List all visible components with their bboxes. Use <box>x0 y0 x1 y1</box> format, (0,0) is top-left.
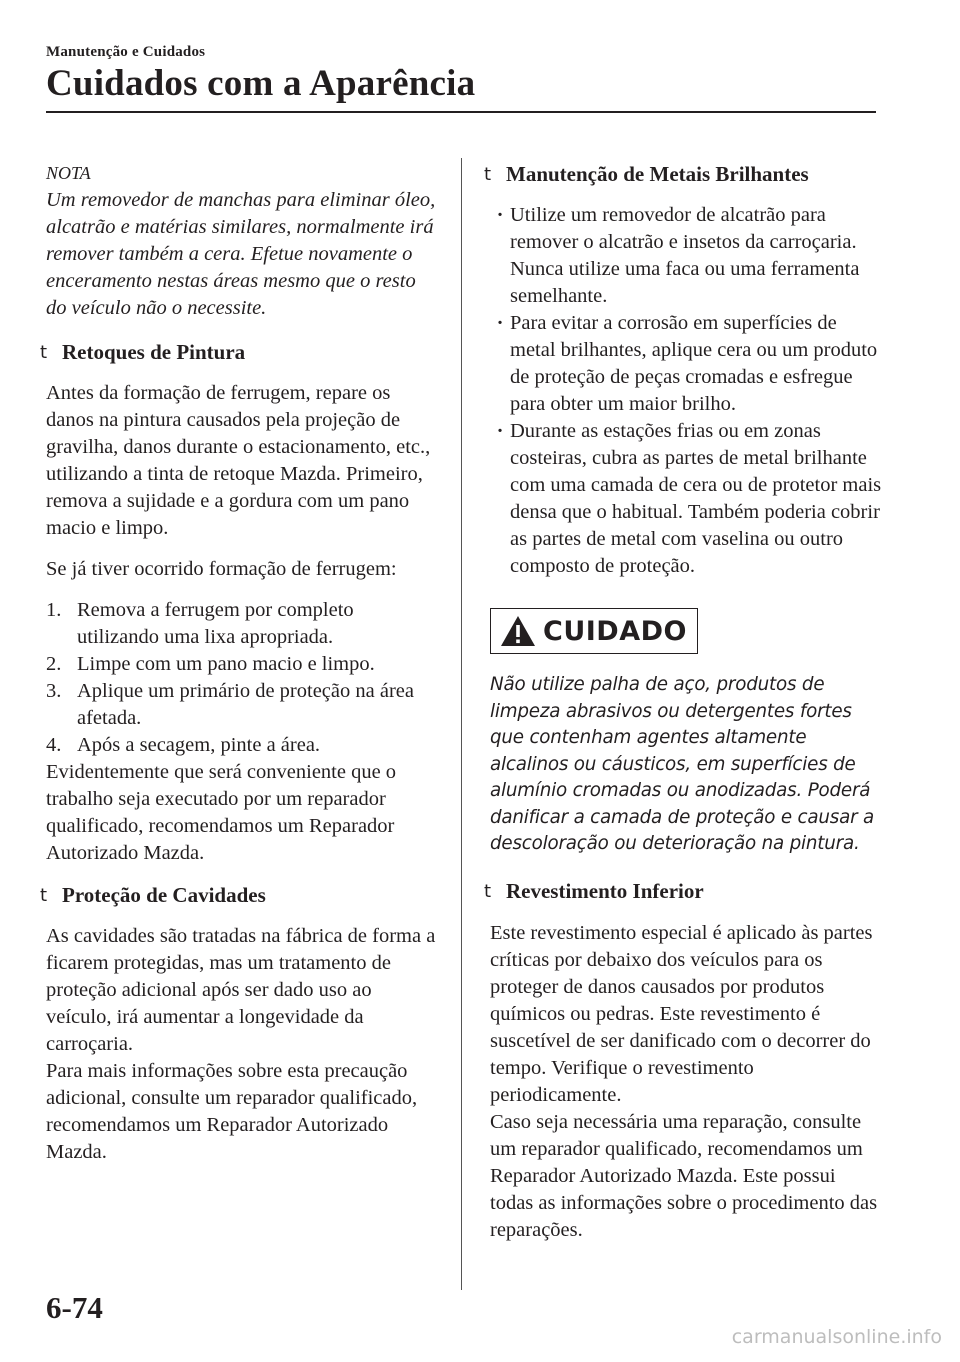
note-block <box>46 160 438 322</box>
list-item <box>46 732 438 759</box>
list-item <box>490 310 882 418</box>
watermark: carmanualsonline.info <box>731 1326 942 1348</box>
column-divider <box>461 158 462 1290</box>
heading-metais <box>484 160 882 188</box>
heading-text: Proteção de Cavidades <box>62 882 266 907</box>
bullet-dot-icon: · <box>496 420 504 442</box>
paragraph: Para mais informações sobre esta precaução adicional, consulte um reparador qualificado, recomendamos um Reparador Autorizado Mazda. <box>46 1060 418 1163</box>
heading-text: Manutenção de Metais Brilhantes <box>506 161 809 186</box>
paragraph: Se já tiver ocorrido formação de ferrugem: <box>46 558 397 580</box>
note-text: Um removedor de manchas para eliminar óleo, alcatrão e matérias similares, normalmente irá remover também a cera. Efetue novamente o enceramento nestas áreas mesmo que o resto do veículo não o necessite. <box>46 189 436 319</box>
bullet-text: Utilize um removedor de alcatrão para remover o alcatrão e insetos da carroçaria. Nunca utilize uma faca ou uma ferramenta semelhante. <box>510 204 860 307</box>
step-number: 2. <box>46 653 62 675</box>
warning-triangle-icon <box>499 614 537 648</box>
section-label: Manutenção e Cuidados <box>46 44 206 60</box>
note-label: NOTA <box>46 163 91 183</box>
paragraph: Caso seja necessária uma reparação, consulte um reparador qualificado, recomendamos um Reparador Autorizado Mazda. Este possui todas as informações sobre o procedimento das reparações. <box>490 1110 878 1241</box>
step-number: 1. <box>46 599 62 621</box>
right-column <box>484 160 882 1258</box>
step-text: Aplique um primário de proteção na área afetada. <box>77 680 414 729</box>
bullet-dot-icon: · <box>496 204 504 226</box>
bullet-dot-icon: · <box>496 312 504 334</box>
section-marker-icon: t <box>40 341 48 363</box>
page-number: 6-74 <box>46 1290 103 1325</box>
bullet-text: Para evitar a corrosão em superfícies de metal brilhantes, aplique cera ou um produto de proteção de peças cromadas e esfregue para obter um maior brilho. <box>510 312 878 415</box>
step-number: 3. <box>46 680 62 702</box>
step-text: Remova a ferrugem por completo utilizando uma lixa apropriada. <box>77 599 354 648</box>
header-divider <box>46 111 876 113</box>
paragraph: As cavidades são tratadas na fábrica de forma a ficarem protegidas, mas um tratamento de proteção adicional após ser dado uso ao veículo, irá aumentar a longevidade da carroçaria. <box>46 925 436 1055</box>
heading-text: Revestimento Inferior <box>506 879 704 903</box>
step-number: 4. <box>46 734 62 756</box>
steps-list <box>46 597 438 759</box>
list-item <box>46 678 438 732</box>
step-text: Limpe com um pano macio e limpo. <box>77 653 375 675</box>
list-item <box>46 651 438 678</box>
page-title: Cuidados com a Aparência <box>46 63 476 104</box>
heading-cavidades <box>40 881 438 909</box>
bullet-list <box>490 202 882 580</box>
heading-retoques <box>40 338 438 366</box>
paragraph: Antes da formação de ferrugem, repare os danos na pintura causados pela projeção de gravilha, danos durante o estacionamento, etc., utilizando a tinta de retoque Mazda. Primeiro, remova a sujidade e a gordura com um pano macio e limpo. <box>46 382 431 539</box>
list-item <box>46 597 438 651</box>
list-item <box>490 202 882 310</box>
step-text: Após a secagem, pinte a área. <box>77 734 321 756</box>
heading-text: Retoques de Pintura <box>62 339 246 364</box>
left-column <box>40 160 438 1180</box>
paragraph: Este revestimento especial é aplicado às partes críticas por debaixo dos veículos para os proteger de danos causados por produtos químicos ou pedras. Este revestimento é suscetível de ser danificado com o decorrer do tempo. Verifique o revestimento periodicamente. <box>490 921 873 1106</box>
caution-label-box <box>490 608 698 654</box>
caution-label: CUIDADO <box>543 615 687 647</box>
caution-text: Não utilize palha de aço, produtos de limpeza abrasivos ou detergentes fortes que contenham agentes altamente alcalinos ou cáusticos, em superfícies de alumínio cromadas ou anodizadas. Poderá danificar a camada de proteção e causar a descoloração ou deterioração na pintura. <box>490 674 875 854</box>
section-marker-icon: t <box>40 884 48 906</box>
bullet-text: Durante as estações frias ou em zonas costeiras, cubra as partes de metal brilhante com uma camada de cera ou de protetor mais densa que o habitual. Também poderia cobrir as partes de metal com vaselina ou outro composto de proteção. <box>510 420 882 577</box>
paragraph: Evidentemente que será conveniente que o trabalho seja executado por um reparador qualificado, recomendamos um Reparador Autorizado Mazda. <box>46 761 397 864</box>
section-marker-icon: t <box>484 163 492 185</box>
heading-revestimento <box>484 878 882 906</box>
list-item <box>490 418 882 580</box>
section-marker-icon: t <box>484 881 492 902</box>
